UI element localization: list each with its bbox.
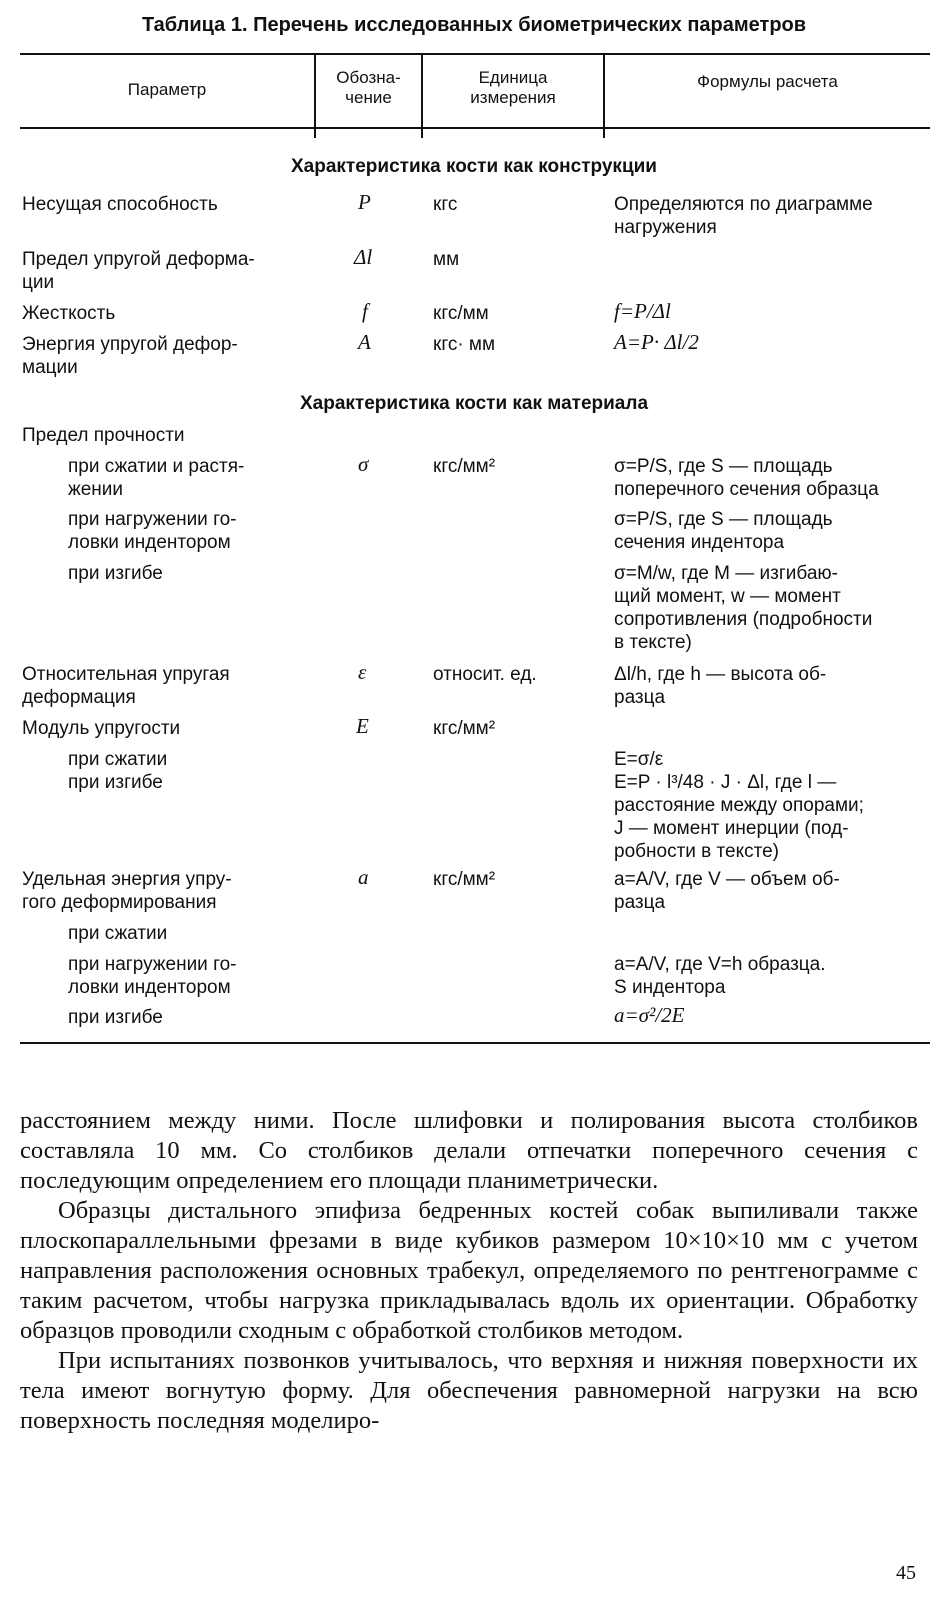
table-row-formula: a=σ²/2E (614, 1003, 685, 1027)
header-bottom-rule (20, 127, 930, 129)
table-row-formula: Δl/h, где h — высота об- разца (614, 664, 827, 708)
table-row-formula: f=P/Δl (614, 299, 671, 323)
table-row-param: Жесткость (22, 303, 116, 324)
table-row-symbol: P (358, 190, 371, 214)
table-row-param: Предел прочности (22, 425, 185, 446)
table-row-unit: кгс/мм (433, 303, 489, 324)
table-row-param: при нагружении го- ловки индентором (68, 954, 237, 998)
table-row-symbol: f (362, 299, 368, 323)
table-title: Таблица 1. Перечень исследованных биометрических параметров (141, 14, 807, 36)
header-formula: Формулы расчета (697, 72, 838, 91)
table-row-param: Модуль упругости (22, 718, 181, 739)
header-unit: Единица измерения (470, 68, 556, 107)
table-row-param: при нагружении го- ловки индентором (68, 509, 237, 553)
table-row-formula: Определяются по диаграмме нагружения (614, 194, 873, 238)
table-row-param: Энергия упругой дефор- мации (22, 334, 238, 378)
table-row-symbol: σ (358, 452, 369, 476)
header-top-rule (20, 53, 930, 55)
table-row-param: при сжатии и растя- жении (68, 456, 245, 500)
table-row-formula: E=σ/ε E=P · l³/48 · J · Δl, где l — расстояние между опорами; J — момент инерции (под- робности в тексте) (614, 749, 864, 862)
table-bottom-rule (20, 1042, 930, 1044)
table-row-unit: кгс· мм (433, 334, 496, 355)
table-row-symbol: ε (358, 660, 367, 684)
table-row-symbol: Δl (354, 245, 373, 269)
table-row-unit: кгс/мм² (433, 869, 496, 890)
table-row-formula: σ=P/S, где S — площадь поперечного сечения образца (614, 456, 879, 500)
table-row-param: Относительная упругая деформация (22, 664, 230, 708)
table-row-param: при изгибе (68, 563, 163, 584)
paragraph: Образцы дистального эпифиза бедренных костей собак выпиливали также плоскопараллельными фрезами в виде кубиков размером 10×10×10 мм с учетом направления расположения основных трабекул, определяемого по рентгенограмме с таким расчетом, чтобы нагрузка прикладывалась вдоль их ориентации. Обработку образцов проводили сходным с обработкой столбиков методом. (20, 1197, 918, 1344)
table-row-formula: a=A/V, где V=h образца. S индентора (614, 954, 826, 998)
body-text (20, 1106, 918, 1436)
table-row-param: Удельная энергия упру- гого деформирования (22, 869, 232, 913)
header-symbol: Обозна- чение (336, 68, 401, 107)
table-row-unit: относит. ед. (433, 664, 537, 685)
table-row-param: при сжатии при изгибе (68, 749, 168, 793)
table-row-symbol: A (358, 330, 371, 354)
section-material: Характеристика кости как материала (299, 393, 649, 414)
paragraph: расстоянием между ними. После шлифовки и полирования высота столбиков составляла 10 мм. Со столбиков делали отпечатки поперечного сечения с последующим определением его площади планиметрически. (20, 1107, 918, 1194)
table-row-symbol: a (358, 865, 369, 889)
page-number: 45 (896, 1562, 916, 1584)
table-row-param: Предел упругой деформа- ции (22, 249, 255, 293)
table-row-formula: σ=P/S, где S — площадь сечения индентора (614, 509, 833, 553)
table-row-param: при изгибе (68, 1007, 163, 1028)
table-row-unit: кгс (433, 194, 458, 215)
table-row-unit: кгс/мм² (433, 456, 496, 477)
table-row-param: при сжатии (68, 923, 168, 944)
table-row-unit: мм (433, 249, 460, 270)
table-row-formula: σ=M/w, где M — изгибаю- щий момент, w — момент сопротивления (подробности в тексте) (614, 563, 873, 653)
table-row-param: Несущая способность (22, 194, 218, 215)
table-row-formula: a=A/V, где V — объем об- разца (614, 869, 840, 913)
table-row-formula: A=P· Δl/2 (614, 330, 699, 354)
paragraph: При испытаниях позвонков учитывалось, что верхняя и нижняя поверхности их тела имеют вогнутую форму. Для обеспечения равномерной нагрузки на всю поверхность последняя моделиро- (20, 1347, 918, 1434)
table-row-unit: кгс/мм² (433, 718, 496, 739)
header-param: Параметр (127, 80, 207, 99)
header-divider-3 (603, 54, 605, 138)
section-construction: Характеристика кости как конструкции (291, 156, 657, 177)
table-row-symbol: E (356, 714, 369, 738)
